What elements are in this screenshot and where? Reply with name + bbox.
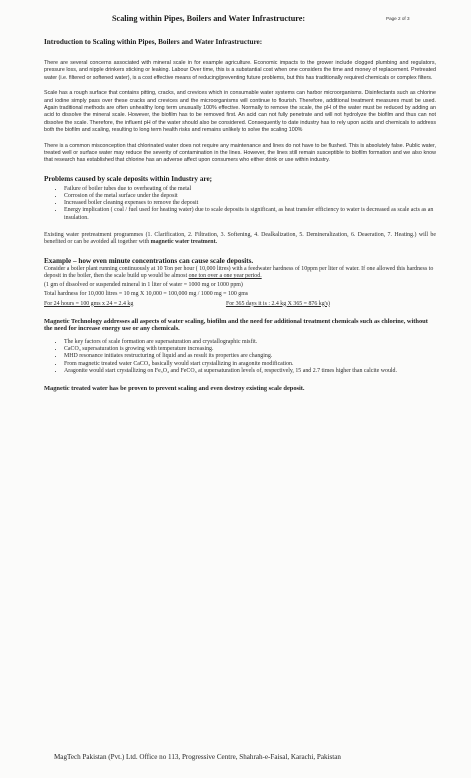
pretreatment-paragraph <box>44 232 436 247</box>
example-24h: For 24 hours = 100 gms x 24 = 2.4 kg <box>44 300 134 307</box>
intro-heading: Introduction to Scaling within Pipes, Boilers and Water Infrastructure: <box>44 38 263 46</box>
example-text: Consider a boiler plant running continuously at 10 Ton per hour ( 10,000 litres) with a feedwater hardness of 10ppm per liter of water. If one allowed this hardness to deposit in the boiler, then the scale build up would be almost <box>44 265 434 279</box>
list-item: • CaCO₃ supersaturation is growing with temperature increasing. <box>64 346 436 353</box>
page-footer: MagTech Pakistan (Pvt.) Ltd. Office no 113, Progressive Centre, Shahrah-e-Faisal, Karachi, Pakistan <box>54 753 341 761</box>
list-item: • Failure of boiler tubes due to overheating of the metal <box>64 186 436 193</box>
problems-heading: Problems caused by scale deposits within Industry are; <box>44 174 213 183</box>
list-item: • Aragonite would start crystallizing on Fe₃O₄ and FeCO₃ at supersaturation levels of, respectively, 15 and 2.7 times higher than calcite would. <box>64 368 436 375</box>
intro-paragraph-3: There is a common misconception that chlorinated water does not require any maintenance and lines do not have to be flushed. This is absolutely false. Public water, treated well or surface water may reduce the severity of contamination in the lines. However, the lines still remain susceptible to biofilm formation and we also know that research has established that chlorine has an adverse affect upon consumers who either drink or use within industry. <box>44 142 436 164</box>
example-underlined: one ton over a one year period. <box>188 272 262 279</box>
example-line-2: (1 gm of dissolved or suspended mineral in 1 liter of water = 1000 mg or 1000 ppm) <box>44 282 243 289</box>
intro-paragraph-1: There are several concerns associated with mineral scale in for example agriculture. Economic impacts to the grower include clogged plumbing and regulators, pressure loss, and nipple drinkers sticking or leaking. Labour Over time, this is a substantial cost when one considers the time and money of replacement. Pretreated water (i.e. filtered or softened water), is a cost effective means of reducing/preventing future problems, but this has traditionally required chemicals or complex filters. <box>44 60 436 81</box>
example-heading: Example – how even minute concentrations can cause scale deposits. <box>44 256 254 265</box>
magnetic-conclusion: Magnetic treated water has be proven to prevent scaling and even destroy existing scale deposit. <box>44 384 305 392</box>
magnetic-list <box>44 339 436 375</box>
list-item: • From magnetic treated water CaCO₃ basically would start crystallizing in aragonite modification. <box>64 361 436 368</box>
example-365d: For 365 days it is : 2.4 kg X 365 = 876 kg's) <box>225 300 330 307</box>
page-number: Page 2 of 3 <box>386 16 410 21</box>
pretreatment-bold: magnetic water treatment. <box>150 239 218 246</box>
intro-paragraph-2: Scale has a rough surface that contains pitting, cracks, and crevices which in consumable water systems can harbor microorganisms. Disinfectants such as chlorine and iodine simply pass over these cracks and crevices and the microorganisms will continue to flourish. Therefore, additional treatment measures must be used. Again traditional methods are often unhealthy long term unusually 100% effective. Normally to remove the scale, the pH of the water must be reduced by adding an acid to dissolve the mineral scale. However, the biofilm has to be removed first. An acid can not fully penetrate and will not hydrolyze the biofilm and thus can not dissolve the scale. Therefore, the influent pH of the water should also be considered. Consequently to date industry has to rely upon acids and chemicals to address both the biofilm and scaling, resulting to long term health risks and remains unlikely to solve the scaling 100% <box>44 90 436 134</box>
list-item: • Energy implication ( coal / fuel used for heating water) due to scale deposits is significant, as heat transfer efficiency to water is decreased as scale acts as an insulation. <box>64 207 436 221</box>
list-item: • MHD resonance initiates restructuring of liquid and as result its properties are changing. <box>64 353 436 360</box>
example-line-3: Total hardness for 10,000 litres = 10 mg X 10,000 = 100,000 mg / 1000 mg = 100 gms <box>44 291 249 298</box>
problems-list <box>44 186 436 222</box>
list-item: • The key factors of scale formation are supersaturation and crystallographic misfit. <box>64 339 436 346</box>
list-item: • Corrosion of the metal surface under the deposit <box>64 193 436 200</box>
document-body <box>44 38 436 399</box>
example-line-1 <box>44 266 436 280</box>
document-title: Scaling within Pipes, Boilers and Water Infrastructure: <box>112 14 306 23</box>
pretreatment-text: Existing water pretreatment programmes (1. Clarification, 2. Filtration, 3. Softening, 4. Dealkalization, 5. Demineralization, 6. Deaeration, 7. Heating.) will be benefited or can be avoided all together with <box>44 231 436 246</box>
magnetic-heading: Magnetic Technology addresses all aspects of water scaling, biofilm and the need for additional treatment chemicals such as chlorine, without the need for increase energy use or any chemicals. <box>44 317 428 333</box>
example-line-4 <box>44 301 330 308</box>
list-item: • Increased boiler cleaning expenses to remove the deposit <box>64 200 436 207</box>
